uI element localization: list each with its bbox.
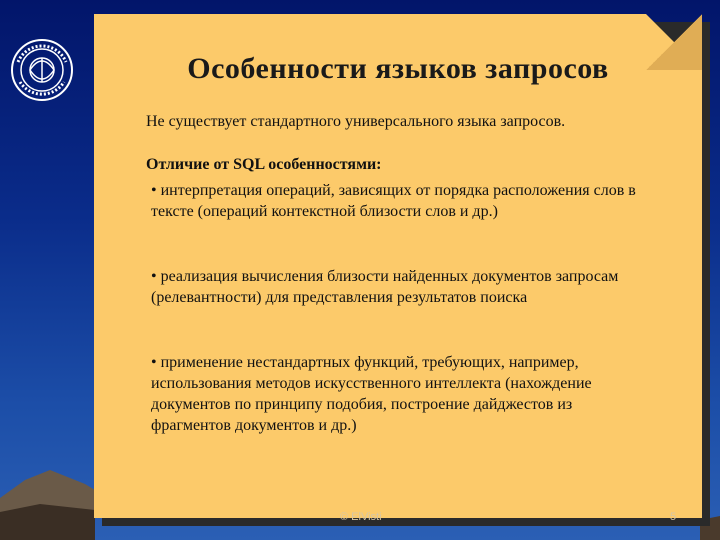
slide-title: Особенности языков запросов <box>187 52 609 85</box>
page-number: 5 <box>670 511 677 523</box>
subtitle-text: Отличие от SQL особенностями: <box>146 156 382 173</box>
university-seal-icon <box>10 38 74 102</box>
bullet-item: • интерпретация операций, зависящих от порядка расположения слов в тексте (операций контекстной близости слов и др.) <box>151 182 636 220</box>
footer-credit: © ElVisti <box>340 511 382 523</box>
intro-text: Не существует стандартного универсального языка запросов. <box>146 113 566 130</box>
bullet-item: • реализация вычисления близости найденных документов запросам (релевантности) для представления результатов поиска <box>151 268 619 306</box>
bullet-item: • применение нестандартных функций, требующих, например, использования методов искусственного интеллекта (нахождение документов по принципу подобия, построение дайджестов из фрагментов документов и др.) <box>151 354 592 434</box>
